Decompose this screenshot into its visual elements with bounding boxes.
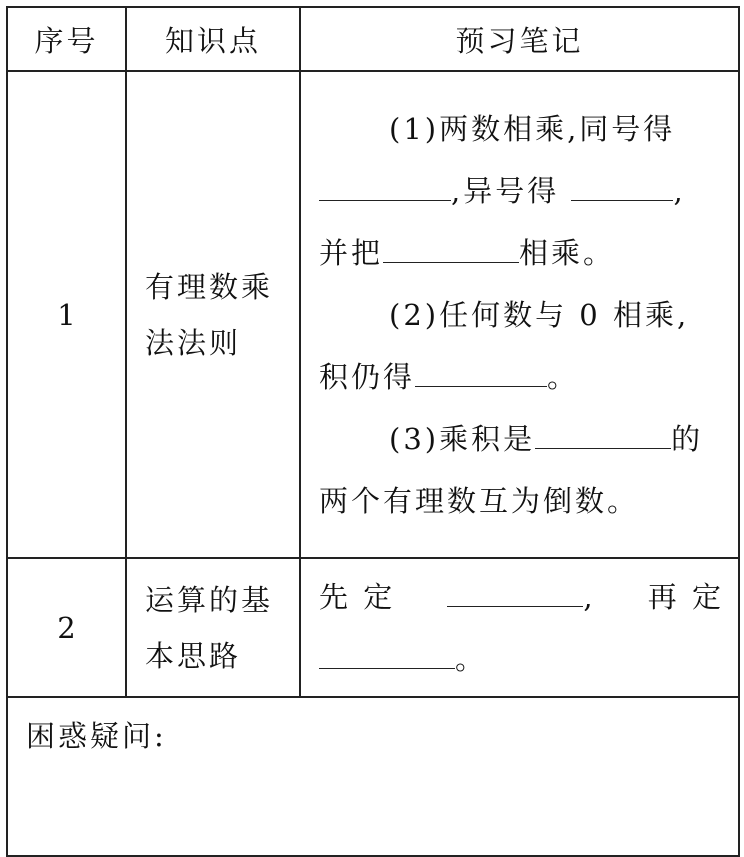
note-line: (2)任何数与 0 相乘, (389, 297, 690, 332)
row-topic: 运算的基本思路 (126, 558, 300, 697)
note-text: , (583, 579, 596, 614)
fill-blank[interactable] (415, 362, 547, 387)
row-topic: 有理数乘法法则 (126, 71, 300, 558)
note-line (319, 628, 724, 690)
table-header-row (7, 7, 739, 71)
note-line (319, 346, 724, 408)
note-text: 积仍得 (319, 359, 416, 394)
note-text: 并把 (319, 235, 384, 270)
note-line (319, 222, 724, 284)
note-text: 。 (455, 641, 488, 676)
preview-study-sheet (6, 6, 738, 819)
note-line: 两个有理数互为倒数。 (319, 483, 640, 518)
note-text: 相乘。 (519, 235, 616, 270)
note-text: ,异号得 (451, 173, 560, 208)
fill-blank[interactable] (447, 582, 583, 607)
header-index: 序号 (7, 7, 126, 71)
note-text: 先 定 (319, 579, 396, 614)
table-row (7, 71, 739, 558)
row-index: 2 (7, 558, 126, 697)
note-line (319, 408, 724, 470)
fill-blank[interactable] (535, 424, 671, 449)
fill-blank[interactable] (571, 176, 673, 201)
note-text: 的 (671, 421, 704, 456)
doubt-row (7, 697, 739, 856)
note-line: (1)两数相乘,同号得 (389, 111, 676, 146)
knowledge-table (6, 6, 740, 857)
row-notes (300, 71, 739, 558)
header-notes: 预习笔记 (300, 7, 739, 71)
note-text: 再 定 (647, 579, 724, 614)
note-line (319, 566, 724, 628)
table-row (7, 558, 739, 697)
header-topic: 知识点 (126, 7, 300, 71)
row-index: 1 (7, 71, 126, 558)
doubt-area[interactable] (7, 697, 739, 856)
fill-blank[interactable] (319, 176, 451, 201)
note-text: (3)乘积是 (389, 421, 536, 456)
doubt-label: 困惑疑问: (26, 719, 167, 753)
note-line (319, 160, 724, 222)
fill-blank[interactable] (383, 238, 519, 263)
fill-blank[interactable] (319, 644, 455, 669)
note-text: , (673, 173, 686, 208)
note-text: 。 (547, 359, 580, 394)
row-notes (300, 558, 739, 697)
